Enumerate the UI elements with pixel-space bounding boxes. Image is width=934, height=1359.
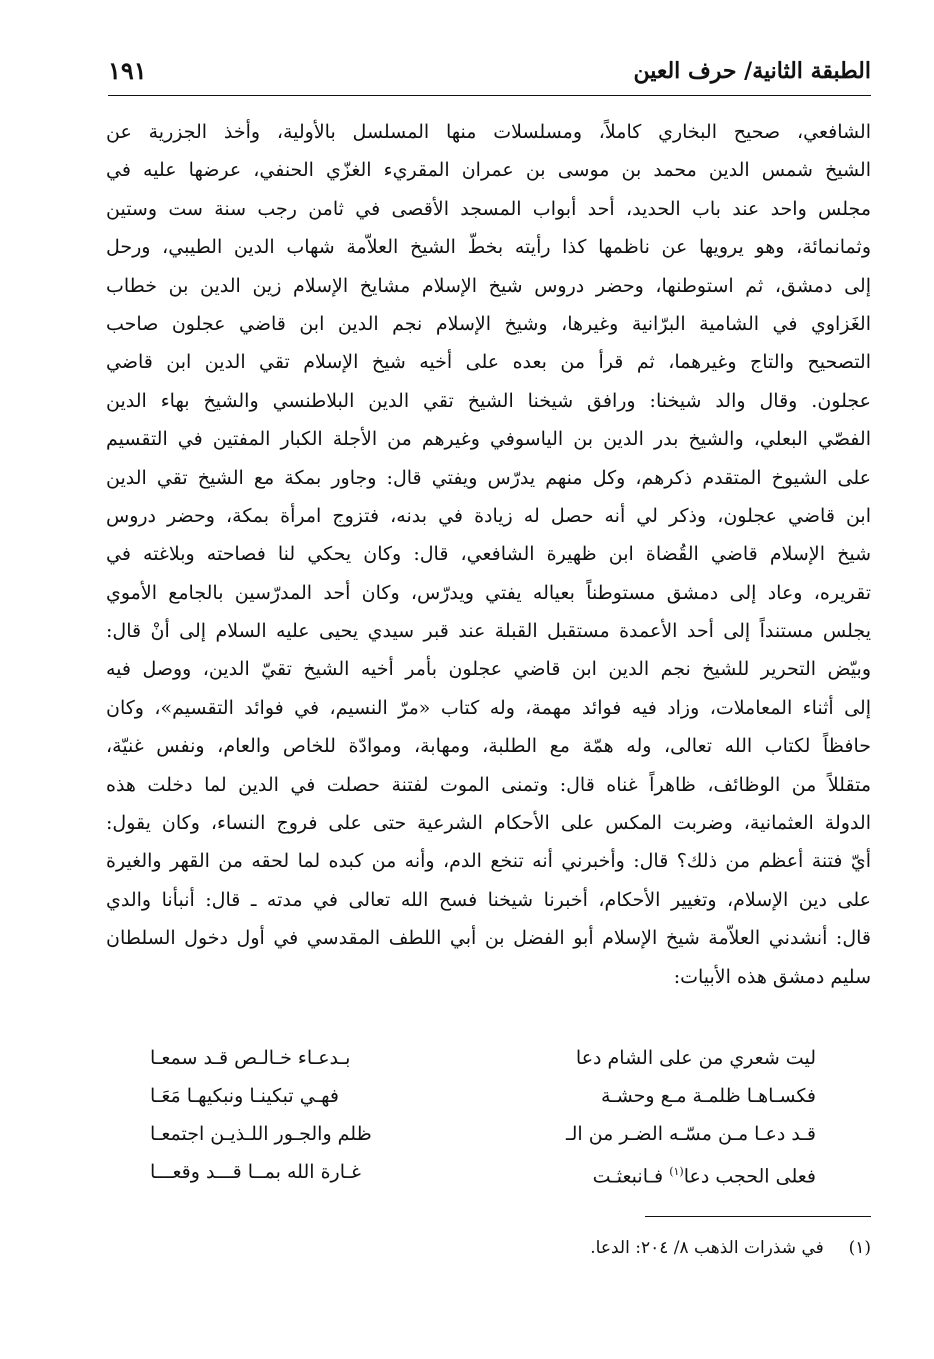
poem-verse — [150, 1153, 816, 1191]
verse-second-hemistich: فهـي تبكينـا ونبكيهـا مَعَـا — [150, 1085, 339, 1107]
text-line: حافظاً لكتاب الله تعالى، وله همّة مع الطلبة، ومهابة، وموادّة للخاص والعام، ونفس غنيّة، — [106, 735, 871, 758]
verse-second-hemistich: بـدعـاء خـالـص قـد سمعـا — [150, 1047, 351, 1069]
text-line: إلى دمشق، ثم استوطنها، وحضر دروس شيخ الإسلام مشايخ الإسلام زين الدين بن خطاب — [106, 274, 871, 297]
poem-verse — [150, 1077, 816, 1115]
text-line: أيّ فتنة أعظم من ذلك؟ قال: وأخبرني أنه تنخع الدم، وأنه من كبده لما لحقه من القهر والغيرة — [106, 850, 871, 873]
main-text — [106, 113, 871, 996]
text-line: عجلون. وقال والد شيخنا: ورافق شيخنا الشيخ تقي الدين البلاطنسي والشيخ بهاء الدين — [106, 389, 871, 412]
text-line: على دين الإسلام، وتغيير الأحكام، أخبرنا شيخنا فسح الله تعالى في مدته ـ قال: أنبأنا والدي — [106, 888, 871, 911]
text-line: يجلس مستنداً إلى أحد الأعمدة مستقبل القبلة عند قبر سيدي يحيى عليه السلام إلى أنْ قال: — [106, 620, 871, 643]
verse-first-hemistich: قـد دعـا مـن مسّـه الضـر من الـ — [566, 1123, 816, 1145]
verse-first-hemistich: فكسـاهـا ظلمـة مـع وحشـة — [600, 1085, 816, 1107]
footnote-reference[interactable]: (١) — [669, 1165, 684, 1178]
page-number: ١٩١ — [108, 56, 147, 85]
verse-text: فـانبعثـت — [592, 1165, 670, 1188]
verse-text: فعلى الحجب دعا — [683, 1165, 816, 1188]
text-line: قال: أنشدني العلاّمة شيخ الإسلام أبو الفضل بن أبي اللطف المقدسي في أول دخول السلطان — [106, 927, 871, 950]
text-line: الدولة العثمانية، وضربت المكس على الأحكام الشرعية حتى على فروج النساء، وكان يقول: — [106, 812, 871, 835]
text-line: على الشيوخ المتقدم ذكرهم، وكل منهم يدرّس ويفتي قال: وجاور بمكة مع الشيخ تقي الدين — [106, 466, 871, 489]
text-line: الفصّي البعلي، والشيخ بدر الدين بن الياسوفي وغيرهم من الأجلة الكبار المفتين في التقسيم — [106, 428, 871, 451]
text-line: سليم دمشق هذه الأبيات: — [673, 965, 871, 988]
text-line: الشيخ شمس الدين محمد بن موسى بن عمران المقريء الغزّي الحنفي، عرضها عليه في — [106, 159, 871, 182]
text-line: مجلس واحد عند باب الحديد، أحد أبواب المسجد الأقصى في ثامن رجب سنة ست وستين — [106, 197, 871, 220]
text-line: تقريره، وعاد إلى دمشق مستوطناً بعياله يفتي ويدرّس، وكان أحد المدرّسين بالجامع الأموي — [106, 581, 871, 604]
footnote-marker: (١) — [848, 1238, 871, 1258]
text-line: إلى أثناء المعاملات، وزاد فيه فوائد مهمة، وله كتاب «مرّ النسيم، في فوائد التقسيم»، وكان — [106, 696, 871, 719]
footnote — [590, 1238, 871, 1258]
text-line: متقللاً من الوظائف، ظاهراً غناه قال: وتمنى الموت لفتنة حصلت في الدين لما دخلت هذه — [106, 773, 871, 796]
footnote-text: في شذرات الذهب ٨/ ٢٠٤: الدعا. — [590, 1238, 824, 1258]
text-line: ابن قاضي عجلون، وذكر لي أنه حصل له زيادة في بدنه، فتزوج امرأة بمكة، وحضر دروس — [106, 504, 871, 527]
running-title: الطبقة الثانية/ حرف العين — [633, 58, 871, 84]
text-line: وبيّض التحرير للشيخ نجم الدين ابن قاضي عجلون بأمر أخيه الشيخ تقيّ الدين، ووصل فيه — [106, 658, 871, 681]
text-line: الغَزاوي في الشامية البرّانية وغيرها، وشيخ الإسلام نجم الدين ابن قاضي عجلون صاحب — [106, 312, 871, 335]
poem-verse — [150, 1115, 816, 1153]
text-line: الشافعي، صحيح البخاري كاملاً، ومسلسلات منها المسلسل بالأولية، وأخذ الجزرية عن — [106, 121, 871, 143]
verse-second-hemistich: غـارة الله بمــا قـــد وقعـــا — [150, 1161, 361, 1183]
page-header — [108, 52, 871, 96]
verse-first-hemistich: ليت شعري من على الشام دعا — [575, 1047, 816, 1069]
poem-verse — [150, 1039, 816, 1077]
poem — [150, 1039, 816, 1191]
text-line: وثمانمائة، وهو يرويها عن ناظمها كذا رأيته بخطّ الشيخ العلاّمة شهاب الدين الطيبي، ورحل — [106, 236, 871, 259]
text-line: شيخ الإسلام قاضي القُضاة ابن ظهيرة الشافعي، قال: وكان يحكي لنا فصاحته وبلاغته في — [106, 543, 871, 566]
footnote-separator — [645, 1216, 871, 1217]
header-rule — [108, 95, 871, 96]
verse-second-hemistich: ظلم والجـور اللـذيـن اجتمعـا — [150, 1123, 372, 1145]
verse-first-hemistich — [506, 1153, 816, 1191]
text-line: التصحيح والتاج وغيرهما، ثم قرأ من بعده على أخيه شيخ الإسلام تقي الدين ابن قاضي — [106, 351, 871, 374]
